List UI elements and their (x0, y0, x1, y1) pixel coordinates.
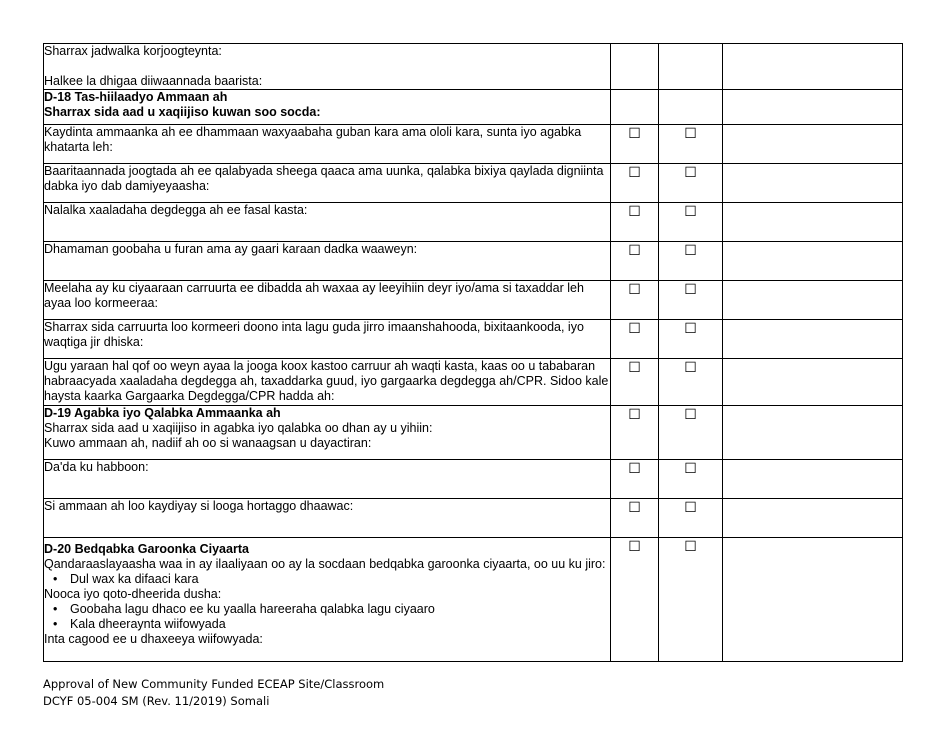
section-header-cell (44, 538, 611, 662)
no-checkbox[interactable]: ☐ (659, 164, 723, 203)
no-checkbox[interactable]: ☐ (659, 406, 723, 460)
list-item: • Goobaha lagu dhaco ee ku yaalla hareeraha qalabka lagu ciyaaro (53, 602, 435, 616)
answer-cell (659, 90, 723, 125)
section-header-cell (44, 406, 611, 460)
section-title-d20: D-20 Bedqabka Garoonka Ciyaarta (44, 542, 249, 556)
no-checkbox[interactable]: ☐ (659, 242, 723, 281)
records-label: Halkee la dhigaa diiwaannada baarista: (44, 74, 263, 88)
comment-cell[interactable] (723, 460, 903, 499)
no-checkbox[interactable]: ☐ (659, 320, 723, 359)
table-row (44, 320, 903, 359)
no-checkbox[interactable]: ☐ (659, 281, 723, 320)
page-footer (43, 676, 384, 710)
question-cell: Dhamaman goobaha u furan ama ay gaari karaan dadka waaweyn: (44, 242, 611, 281)
question-cell: Baaritaannada joogtada ah ee qalabyada sheega qaaca ama uunka, qalabka bixiya qaylada digniinta dabka iyo dab damiyeyaasha: (44, 164, 611, 203)
table-row (44, 242, 903, 281)
d20-swing-distance: Inta cagood ee u dhaxeeya wiifowyada: (44, 632, 263, 646)
comment-cell[interactable] (723, 90, 903, 125)
yes-checkbox[interactable]: ☐ (611, 281, 659, 320)
answer-cell (611, 44, 659, 90)
checklist-table (43, 43, 903, 662)
section-header-cell (44, 90, 611, 125)
section-header-row (44, 90, 903, 125)
footer-form-number: DCYF 05-004 SM (Rev. 11/2019) Somali (43, 694, 270, 708)
yes-checkbox[interactable]: ☐ (611, 203, 659, 242)
question-cell: Ugu yaraan hal qof oo weyn ayaa la jooga koox kastoo carruur ah waqti kasta, kaas oo u tababaran habraacyada xaaladaha degdegga ah, taxaddarka guud, iyo gargaarka degdegga ah/CPR. Sidoo kale haysta kaarka Gargaarka Degdegga/CPR hadda ah: (44, 359, 611, 406)
question-cell: Meelaha ay ku ciyaaraan carruurta ee dibadda ah waxaa ay leeyihiin deyr iyo/ama si taxaddar leh ayaa loo kormeeraa: (44, 281, 611, 320)
d20-intro: Qandaraaslayaasha waa in ay ilaaliyaan oo ay la socdaan bedqabka garoonka ciyaarta, oo uu ku jiro: (44, 557, 606, 571)
table-row (44, 164, 903, 203)
answer-cell (659, 44, 723, 90)
yes-checkbox[interactable]: ☐ (611, 538, 659, 662)
no-checkbox[interactable]: ☐ (659, 359, 723, 406)
table-row (44, 125, 903, 164)
comment-cell[interactable] (723, 406, 903, 460)
section-subtitle-d18: Sharrax sida aad u xaqiijiso kuwan soo socda: (44, 105, 321, 119)
yes-checkbox[interactable]: ☐ (611, 164, 659, 203)
no-checkbox[interactable]: ☐ (659, 499, 723, 538)
question-cell: Kaydinta ammaanka ah ee dhammaan waxyaabaha guban kara ama ololi kara, sunta iyo agabka khatarta leh: (44, 125, 611, 164)
comment-cell[interactable] (723, 164, 903, 203)
no-checkbox[interactable]: ☐ (659, 460, 723, 499)
table-row (44, 460, 903, 499)
table-row (44, 499, 903, 538)
comment-cell[interactable] (723, 203, 903, 242)
answer-cell (611, 90, 659, 125)
section-header-row (44, 406, 903, 460)
section-header-row (44, 538, 903, 662)
yes-checkbox[interactable]: ☐ (611, 320, 659, 359)
schedule-label: Sharrax jadwalka korjoogteynta: (44, 44, 222, 58)
d20-surface-type: Nooca iyo qoto-dheerida dusha: (44, 587, 222, 601)
comment-cell[interactable] (723, 499, 903, 538)
comment-cell[interactable] (723, 281, 903, 320)
question-cell: Da'da ku habboon: (44, 460, 611, 499)
no-checkbox[interactable]: ☐ (659, 538, 723, 662)
question-cell: Sharrax sida carruurta loo kormeeri doono inta lagu guda jirro imaanshahooda, bixitaankooda, iyo waqtiga jir dhiska: (44, 320, 611, 359)
question-cell: Si ammaan ah loo kaydiyay si looga hortaggo dhaawac: (44, 499, 611, 538)
yes-checkbox[interactable]: ☐ (611, 406, 659, 460)
comment-cell[interactable] (723, 538, 903, 662)
no-checkbox[interactable]: ☐ (659, 125, 723, 164)
d19-safe-clean: Kuwo ammaan ah, nadiif ah oo si wanaagsan u dayactiran: (44, 436, 372, 450)
yes-checkbox[interactable]: ☐ (611, 242, 659, 281)
comment-cell[interactable] (723, 44, 903, 90)
table-row (44, 359, 903, 406)
comment-cell[interactable] (723, 320, 903, 359)
yes-checkbox[interactable]: ☐ (611, 359, 659, 406)
yes-checkbox[interactable]: ☐ (611, 460, 659, 499)
bullet-icon: • (53, 617, 58, 631)
comment-cell[interactable] (723, 125, 903, 164)
yes-checkbox[interactable]: ☐ (611, 125, 659, 164)
section-title-d19: D-19 Agabka iyo Qalabka Ammaanka ah (44, 406, 281, 420)
comment-cell[interactable] (723, 242, 903, 281)
table-row (44, 44, 903, 90)
list-item: • Dul wax ka difaaci kara (53, 572, 199, 586)
section-title-d18: D-18 Tas-hiilaadyo Ammaan ah (44, 90, 228, 104)
comment-cell[interactable] (723, 359, 903, 406)
question-cell: Nalalka xaaladaha degdegga ah ee fasal kasta: (44, 203, 611, 242)
bullet-icon: • (53, 572, 58, 586)
list-item: • Kala dheeraynta wiifowyada (53, 617, 226, 631)
question-cell (44, 44, 611, 90)
no-checkbox[interactable]: ☐ (659, 203, 723, 242)
table-row (44, 281, 903, 320)
d19-instruction: Sharrax sida aad u xaqiijiso in agabka iyo qalabka oo dhan ay u yihiin: (44, 421, 433, 435)
footer-form-title: Approval of New Community Funded ECEAP Site/Classroom (43, 677, 385, 691)
bullet-icon: • (53, 602, 58, 616)
table-row (44, 203, 903, 242)
yes-checkbox[interactable]: ☐ (611, 499, 659, 538)
